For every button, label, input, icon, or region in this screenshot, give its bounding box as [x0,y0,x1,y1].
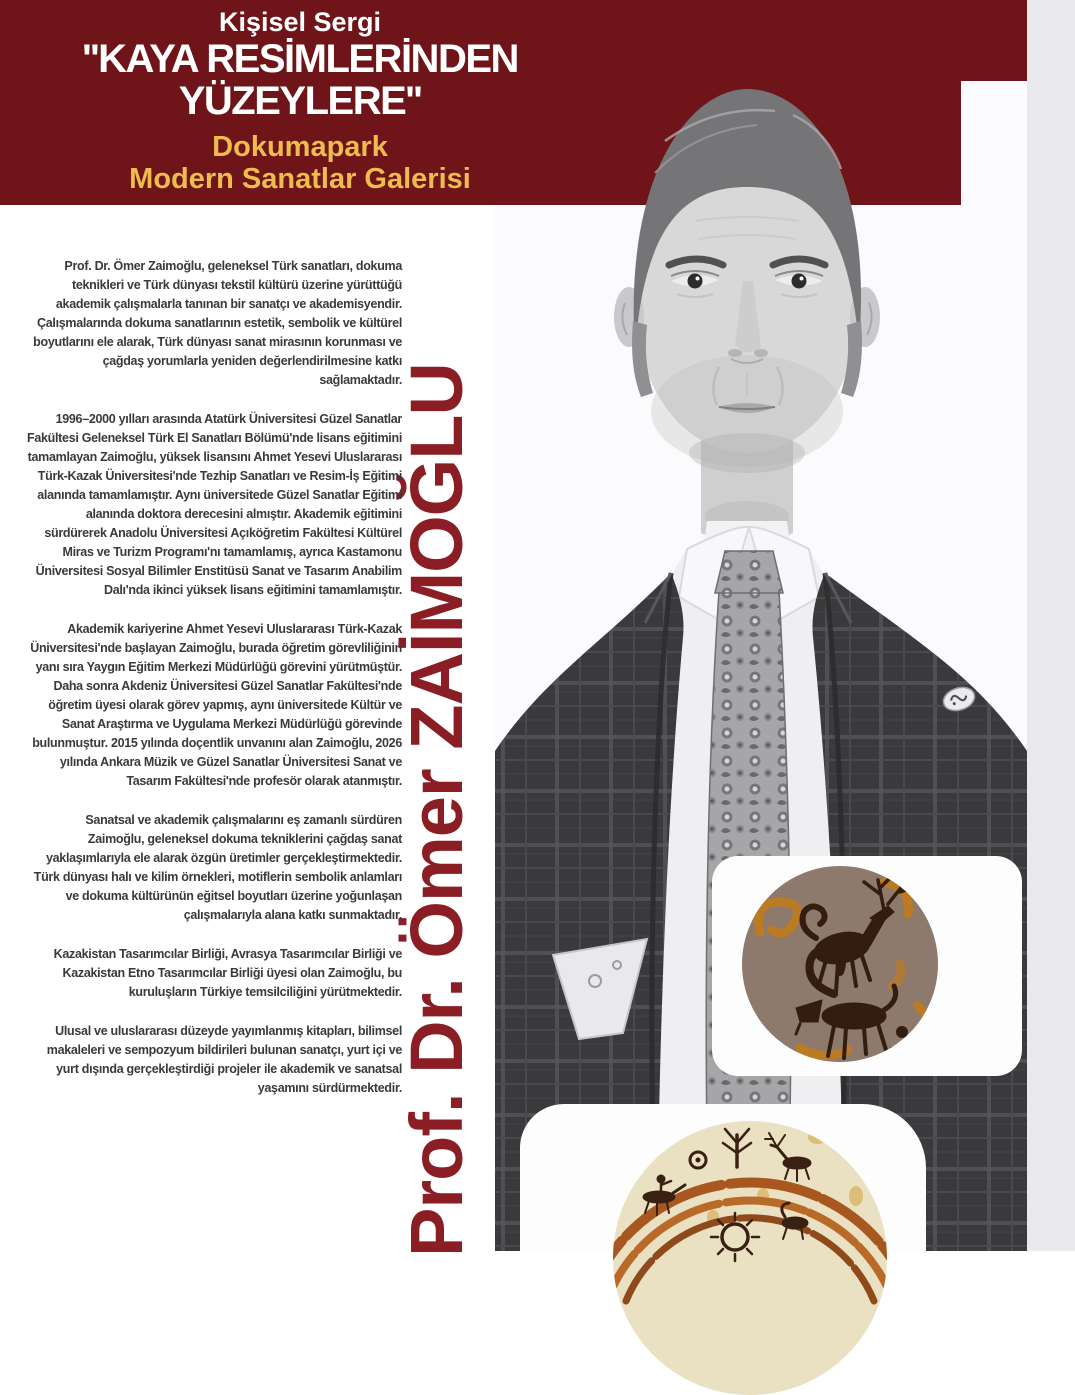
bio-paragraph: Sanatsal ve akademik çalışmalarını eş zamanlı sürdüren Zaimoğlu, geleneksel dokuma tekniklerini çağdaş sanat yaklaşımlarıyla ele alarak özgün üretimler gerçekleştirmektedir. Türk dünyası halı ve kilim örnekleri, motiflerin sembolik anlamları ve dokuma kültürünün eğitsel boyutları üzerine yoğunlaşan çalışmalarıyla alana katkı sunmaktadır. [33,813,402,922]
bio-paragraph: Akademik kariyerine Ahmet Yesevi Uluslararası Türk-Kazak Üniversitesi'nde başlayan Zaimoğlu, burada öğretim görevliliğinin yanı sıra Yaygın Eğitim Merkezi Müdürlüğü görevini yürütmüştür. Daha sonra Akdeniz Üniversitesi Güzel Sanatlar Fakültesi'nde öğretim üyesi olarak görev yapmış, aynı üniversitede Kültür ve Sanat Araştırma ve Uygulama Merkezi Müdürlüğü görevinde bulunmuştur. 2015 yılında doçentlik unvanını alan Zaimoğlu, 2026 yılında Ankara Müzik ve Güzel Sanatlar Üniversitesi Sanat ve Tasarım Fakültesi'nde profesör olarak atanmıştır. [30,622,402,788]
bio-paragraph: Prof. Dr. Ömer Zaimoğlu, geleneksel Türk sanatları, dokuma teknikleri ve Türk dünyası tekstil kültürü üzerine yürüttüğü akademik çalışmalarla tanınan bir sanatçı ve akademisyendir. Çalışmalarında dokuma sanatlarının estetik, sembolik ve kültürel boyutlarını ele alarak, Türk dünyası sanat mirasının korunması ve çağdaş yorumlarla yeniden değerlendirilmesine katkı sağlamaktadır. [33,259,402,387]
bio-paragraph: Ulusal ve uluslararası düzeyde yayımlanmış kitapları, bilimsel makaleleri ve sempozyum bildirileri bulunan sanatçı, yurt içi ve yurt dışında gerçekleştirdiği projeler ile akademik ve sanatsal yaşamını sürdürmektedir. [46,1024,402,1095]
artist-name-vertical: Prof. Dr. Ömer ZAİMOĞLU [395,363,478,1257]
biography-text [26,257,402,1118]
venue-line2: Modern Sanatlar Galerisi [129,163,471,196]
petroglyph-deer-ibex-motif [742,866,938,1062]
petroglyph-circle-scene-motif [613,1121,887,1395]
exhibition-title-line2: YÜZEYLERE'' [178,78,422,123]
exhibition-title-line1: ''KAYA RESİMLERİNDEN [82,37,518,81]
page-edge-strip [1027,0,1075,1251]
exhibition-type-label: Kişisel Sergi [218,7,382,37]
bio-paragraph: 1996–2000 yılları arasında Atatürk Üniversitesi Güzel Sanatlar Fakültesi Geleneksel Türk El Sanatları Bölümü'nde lisans eğitimini tamamlayan Zaimoğlu, yüksek lisansını Ahmet Yesevi Uluslararası Türk-Kazak Üniversitesi'nde Tezhip Sanatları ve Resim-İş Eğitimi alanında tamamlamıştır. Aynı üniversitede Güzel Sanatlar Eğitimi alanında doktora derecesini almıştır. Akademik eğitimini sürdürerek Anadolu Üniversitesi Açıköğretim Fakültesi Kültürel Miras ve Turizm Programı'nı tamamlamış, ayrıca Kastamonu Üniversitesi Sosyal Bilimler Enstitüsü Sanat ve Tasarım Anabilim Dalı'nda ikinci yüksek lisans eğitimini tamamlamıştır. [27,412,402,597]
bio-paragraph: Kazakistan Tasarımcılar Birliği, Avrasya Tasarımcılar Birliği ve Kazakistan Etno Tasarımcılar Birliği üyesi olan Zaimoğlu, bu kuruluşların Türkiye temsilciliğini yürütmektedir. [53,947,402,999]
venue-line1: Dokumapark [212,130,388,163]
